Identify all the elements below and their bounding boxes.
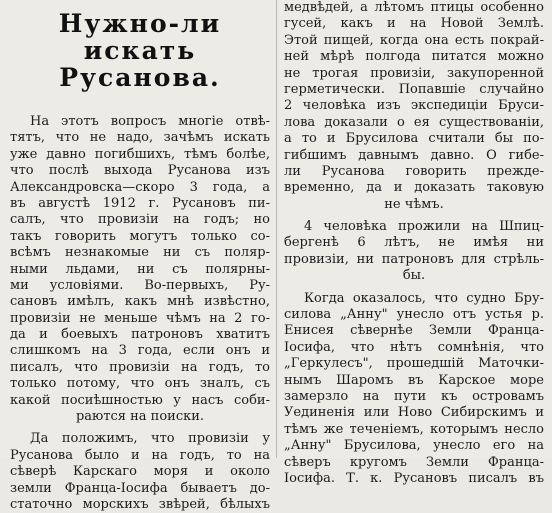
text-line: раются на поиски. [75,409,205,425]
text-line: замерзло на пути къ островамъ [284,388,544,404]
text-line: гибшимъ давнымъ давно. О гибе- [284,147,544,163]
text-line: 2 человѣка изъ экспедиціи Бруси- [284,98,544,114]
text-line: провизіи, ни патроновъ для стрѣль- [284,251,544,267]
right-paragraph-3 [284,291,544,488]
text-line: земли Франца-Іосифа бываетъ до- [10,480,270,496]
text-line: тятъ, что не надо, зачѣмъ искать [10,130,270,146]
text-line: герметически. Попавшіе случайно [284,81,544,97]
text-line: медвѣдей, а лѣтомъ птицы особенно [284,0,544,15]
text-line: сѣверъ кругомъ Земли Франца- [284,454,544,470]
text-line: салъ, что провизіи на годъ; но [10,212,270,228]
text-line: Іосифа, что нѣтъ сомнѣнія, что [284,339,544,355]
text-line: провизіи не меньше чѣмъ на 2 го- [10,310,270,326]
right-paragraph-2 [284,219,544,285]
text-line: не трогая провизіи, закупоренной [284,65,544,81]
text-line: ней мѣрѣ полгода питатся можно [284,49,544,65]
left-paragraph-2 [10,431,270,513]
text-line: такъ говорить могутъ только со- [10,228,270,244]
text-line: Александровска—скоро 3 года, а [10,179,270,195]
text-line: Этой пищей, когда она есть покрай- [284,32,544,48]
column-divider [276,0,277,458]
text-line: ли Русанова говорить прежде- [284,163,544,179]
text-line: „Геркулесъ", прошедшій Маточки- [284,356,544,372]
text-line: бергенѣ 6 лѣтъ, не имѣя ни [284,235,544,251]
text-line: Когда оказалось, что судно Бру- [304,290,544,306]
text-line: временно, да и доказать таковую [284,180,544,196]
text-line: лова доказали о ея существованіи, [284,114,544,130]
text-line: силова „Анну" унесло отъ устья р. [284,307,544,323]
text-line: тѣмъ же теченіемъ, которымъ несло [284,421,544,437]
text-line: гусей, какъ и на Новой Землѣ. [284,16,544,32]
text-line: 4 человѣка прожили на Шпиц- [304,219,544,235]
text-line: ми условіями. Во-первыхъ, Ру- [10,277,270,293]
text-line: какой посиѣшностью у насъ соби- [10,392,270,408]
text-line: сѣверѣ Карскаго моря и около [10,464,270,480]
text-line: не чѣмъ. [384,196,444,212]
text-line: бы. [402,268,426,284]
text-line: всѣмъ незнакомые ни съ поляр- [10,245,270,261]
text-line: На этотъ вопросъ многіе отвѣ- [30,114,270,129]
text-line: что послѣ выхода Русанова изъ [10,163,270,179]
text-line: слишкомъ на 3 года, если онъ и [10,343,270,359]
text-line: Русанова было и на годъ, то на [10,447,270,463]
text-line: Енисея сѣвернѣе Земли Франца- [284,323,544,339]
text-line: Уединенія или Ново Сибирскимъ и [284,405,544,421]
left-paragraph-1 [10,114,270,425]
text-line: „Анну" Брусилова, унесло его на [284,438,544,454]
text-line: а то и Брусилова считали бы по- [284,131,544,147]
article-title-line-2: Русанова. [59,63,221,92]
right-column [278,0,552,487]
text-line: ными льдами, ни съ полярны- [10,261,270,277]
right-paragraph-1 [284,0,544,213]
text-line: уже давно погибшихъ, тѣмъ болѣе, [10,146,270,162]
text-line: писалъ, что провизіи на годъ, то [10,359,270,375]
text-line: только потому, что онъ зналъ, съ [10,376,270,392]
text-line: Іосифа. Т. к. Русановъ писалъ въ [284,470,544,486]
article-title-line-1: Нужно-ли искать [58,9,222,65]
text-line: сановъ имѣлъ, какъ мнѣ извѣстно, [10,294,270,310]
text-line: Да положимъ, что провизіи у [30,431,270,447]
text-line: нымъ Шаромъ въ Карское море [284,372,544,388]
article-title [10,10,270,91]
text-line: да и боевыхъ патроновъ хватитъ [10,327,270,343]
text-line: статочно морскихъ звѣрей, бѣлыхъ [10,496,270,512]
text-line: въ августѣ 1912 г. Русановъ пи- [10,195,270,211]
